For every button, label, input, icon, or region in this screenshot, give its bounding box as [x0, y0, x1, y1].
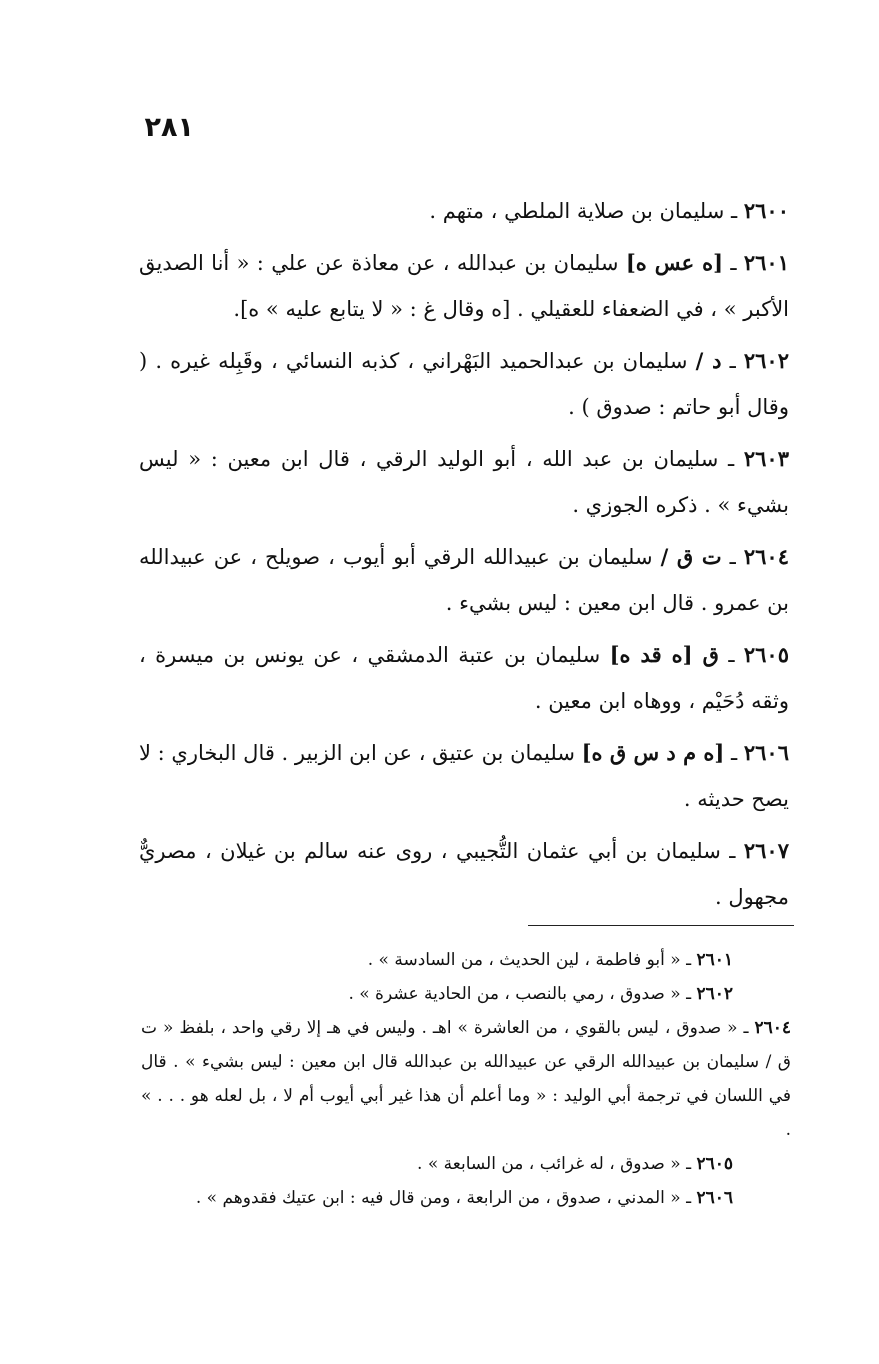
footnotes	[141, 943, 791, 1215]
entry-2600: ٢٦٠٠ ـ سليمان بن صلاية الملطي ، متهم .	[429, 198, 789, 223]
footnote-text: « أبو فاطمة ، لين الحديث ، من السادسة » .	[367, 950, 681, 970]
footnote-number: ٢٦٠١	[696, 950, 733, 970]
entries-list	[139, 188, 789, 926]
footnote-2606: ٢٦٠٦ ـ « المدني ، صدوق ، من الرابعة ، ومن قال فيه : ابن عتيك فقدوهم » .	[195, 1188, 733, 1208]
entry-number: ٢٦٠٠	[743, 198, 789, 223]
entry-2606: ٢٦٠٦ ـ [ه م د س ق ه] سليمان بن عتيق ، عن ابن الزبير . قال البخاري : لا يصح حديثه .	[139, 740, 789, 811]
footnote-2604: ٢٦٠٤ ـ « صدوق ، ليس بالقوي ، من العاشرة » اهـ . وليس في هـ إلا رقي واحد ، بلفظ « ت ق / سليمان بن عبيدالله الرقي عن عبيدالله بن عبدالله قال ابن معين : ليس بشيء » . قال في اللسان في ترجمة أبي الوليد : « وما أعلم أن هذا غير أبي أيوب أم لا ، بل لعله هو . . . » .	[141, 1018, 792, 1140]
footnote-number: ٢٦٠٤	[754, 1018, 792, 1038]
entry-text: سليمان بن عتيق ، عن ابن الزبير . قال البخاري : لا يصح حديثه .	[139, 741, 789, 811]
footnote-number: ٢٦٠٥	[696, 1154, 733, 1174]
entry-text: سليمان بن عبد الله ، أبو الوليد الرقي ، قال ابن معين : « ليس بشيء » . ذكره الجوزي .	[139, 447, 789, 517]
entry-text: سليمان بن عبيدالله الرقي أبو أيوب ، صويلح ، عن عبيدالله بن عمرو . قال ابن معين : ليس بشيء .	[139, 545, 789, 615]
entry-sigla: ق [ه قد ه]	[609, 642, 719, 667]
entry-2602: ٢٦٠٢ ـ د / سليمان بن عبدالحميد البَهْراني ، كذبه النسائي ، وقَبِله غيره . ( وقال أبو حاتم : صدوق ) .	[139, 348, 789, 419]
entry-text: سليمان بن عبدالله ، عن معاذة عن علي : « أنا الصديق الأكبر » ، في الضعفاء للعقيلي . [ه وقال غ : « لا يتابع عليه » ه].	[139, 251, 789, 321]
entry-sigla: [ه عس ه]	[625, 250, 724, 275]
footnote-text: « صدوق ، ليس بالقوي ، من العاشرة » اهـ . وليس في هـ إلا رقي واحد ، بلفظ « ت ق / سليمان بن عبيدالله الرقي عن عبيدالله بن عبدالله قال ابن معين : ليس بشيء » . قال في اللسان في ترجمة أبي الوليد : « وما أعلم أن هذا غير أبي أيوب أم لا ، بل لعله هو . . . » .	[141, 1018, 791, 1140]
footnote-2601: ٢٦٠١ ـ « أبو فاطمة ، لين الحديث ، من السادسة » .	[367, 950, 733, 970]
page-number: ٢٨١	[144, 112, 194, 143]
entry-sigla: ت ق /	[660, 544, 722, 569]
entry-number: ٢٦٠٢	[743, 348, 789, 373]
entry-number: ٢٦٠١	[743, 250, 789, 275]
entry-2601: ٢٦٠١ ـ [ه عس ه] سليمان بن عبدالله ، عن معاذة عن علي : « أنا الصديق الأكبر » ، في الضعفاء للعقيلي . [ه وقال غ : « لا يتابع عليه » ه].	[139, 250, 789, 321]
entry-2607: ٢٦٠٧ ـ سليمان بن أبي عثمان التُّجيبي ، روى عنه سالم بن غيلان ، مصريٌّ مجهول .	[139, 838, 789, 909]
entry-text: سليمان بن عبدالحميد البَهْراني ، كذبه النسائي ، وقَبِله غيره . ( وقال أبو حاتم : صدوق ) .	[139, 349, 789, 419]
entry-2605: ٢٦٠٥ ـ ق [ه قد ه] سليمان بن عتبة الدمشقي ، عن يونس بن ميسرة ، وثقه دُحَيْم ، ووهاه ابن معين .	[139, 642, 789, 713]
footnote-2602: ٢٦٠٢ ـ « صدوق ، رمي بالنصب ، من الحادية عشرة » .	[348, 984, 733, 1004]
entry-number: ٢٦٠٦	[743, 740, 789, 765]
entry-number: ٢٦٠٣	[743, 446, 789, 471]
footnote-2605: ٢٦٠٥ ـ « صدوق ، له غرائب ، من السابعة » .	[417, 1154, 733, 1174]
entry-number: ٢٦٠٥	[743, 642, 789, 667]
entry-number: ٢٦٠٧	[743, 838, 789, 863]
footnote-text: « صدوق ، رمي بالنصب ، من الحادية عشرة » .	[348, 984, 681, 1004]
entry-2603: ٢٦٠٣ ـ سليمان بن عبد الله ، أبو الوليد الرقي ، قال ابن معين : « ليس بشيء » . ذكره الجوزي .	[139, 446, 789, 517]
entry-text: سليمان بن صلاية الملطي ، متهم .	[429, 199, 725, 223]
entry-text: سليمان بن عتبة الدمشقي ، عن يونس بن ميسرة ، وثقه دُحَيْم ، ووهاه ابن معين .	[139, 643, 789, 713]
footnote-divider	[528, 925, 794, 926]
footnote-number: ٢٦٠٦	[696, 1188, 733, 1208]
footnote-text: « صدوق ، له غرائب ، من السابعة » .	[417, 1154, 681, 1174]
entry-text: سليمان بن أبي عثمان التُّجيبي ، روى عنه سالم بن غيلان ، مصريٌّ مجهول .	[139, 839, 789, 909]
entry-sigla: [ه م د س ق ه]	[581, 740, 725, 765]
footnote-number: ٢٦٠٢	[696, 984, 733, 1004]
entry-2604: ٢٦٠٤ ـ ت ق / سليمان بن عبيدالله الرقي أبو أيوب ، صويلح ، عن عبيدالله بن عمرو . قال ابن معين : ليس بشيء .	[139, 544, 789, 615]
entry-sigla: د /	[695, 348, 722, 373]
footnote-text: « المدني ، صدوق ، من الرابعة ، ومن قال فيه : ابن عتيك فقدوهم » .	[195, 1188, 681, 1208]
entry-number: ٢٦٠٤	[743, 544, 789, 569]
